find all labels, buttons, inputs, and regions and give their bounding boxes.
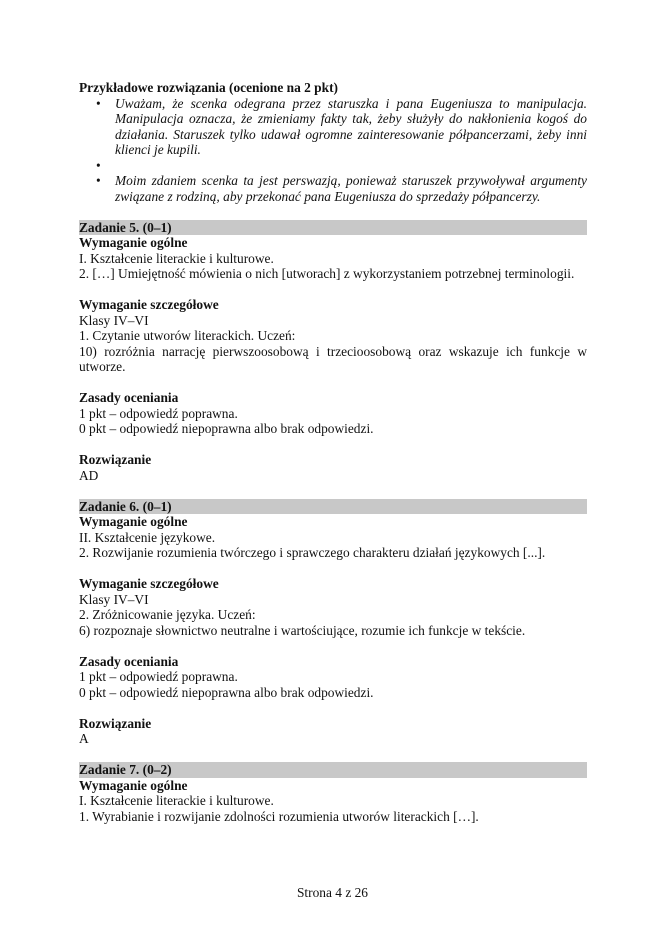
detailed-requirement-label: Wymaganie szczegółowe <box>79 576 219 591</box>
scoring-rule: 0 pkt – odpowiedź niepoprawna albo brak odpowiedzi. <box>79 684 374 700</box>
task-header: Zadanie 5. (0–1) <box>79 220 587 236</box>
general-requirement: 2. […] Umiejętność mówienia o nich [utworach] z wykorzystaniem potrzebnej terminologii. <box>79 266 575 281</box>
general-requirement-label: Wymaganie ogólne <box>79 514 188 529</box>
detailed-requirement: 2. Zróżnicowanie języka. Uczeń: <box>79 607 256 622</box>
solution-label: Rozwiązanie <box>79 452 152 467</box>
detailed-requirement: 1. Czytanie utworów literackich. Uczeń: <box>79 328 296 343</box>
general-requirement-label: Wymaganie ogólne <box>79 777 188 793</box>
scoring-rule: 1 pkt – odpowiedź poprawna. <box>79 669 238 684</box>
example-answer: • Uważam, że scenka odegrana przez staruszka i pana Eugeniusza to manipulacja. Manipulacja oznacza, że zmieniamy fakty tak, żeby służyły do nakłonienia kogoś do działania. Staruszek tylko udawał ogromne zainteresowanie półpancerzami, żeby inni klienci je kupili. <box>79 96 587 158</box>
document-page <box>79 80 587 824</box>
detailed-requirement: Klasy IV–VI <box>79 591 149 607</box>
detailed-requirement: Klasy IV–VI <box>79 312 149 328</box>
page-number: Strona 4 z 26 <box>296 885 369 900</box>
spacer <box>79 158 587 174</box>
detailed-requirement: 6) rozpoznaje słownictwo neutralne i wartościujące, rozumie ich funkcje w tekście. <box>79 622 526 638</box>
general-requirement: 1. Wyrabianie i rozwijanie zdolności rozumienia utworów literackich […]. <box>79 808 479 824</box>
scoring-rule: 0 pkt – odpowiedź niepoprawna albo brak odpowiedzi. <box>79 421 374 436</box>
examples-title: Przykładowe rozwiązania (ocenione na 2 pkt) <box>79 80 338 95</box>
examples-list <box>79 96 587 174</box>
general-requirement: I. Kształcenie literackie i kulturowe. <box>79 793 274 808</box>
scoring-label: Zasady oceniania <box>79 390 179 405</box>
solution: A <box>79 731 89 746</box>
examples-list-2 <box>79 173 587 204</box>
task-header: Zadanie 6. (0–1) <box>79 499 587 515</box>
task-header: Zadanie 7. (0–2) <box>79 762 587 778</box>
general-requirement-label: Wymaganie ogólne <box>79 235 188 250</box>
solution-label: Rozwiązanie <box>79 715 152 731</box>
scoring-label: Zasady oceniania <box>79 653 179 669</box>
general-requirement: 2. Rozwijanie rozumienia twórczego i sprawczego charakteru działań językowych [...]. <box>79 545 546 560</box>
scoring-rule: 1 pkt – odpowiedź poprawna. <box>79 405 238 421</box>
detailed-requirement-label: Wymaganie szczegółowe <box>79 297 219 312</box>
general-requirement: I. Kształcenie literackie i kulturowe. <box>79 250 274 266</box>
example-answer: • Moim zdaniem scenka ta jest perswazją, ponieważ staruszek przywoływał argumenty związane z rodziną, aby przekonać pana Eugeniusza do sprzedaży półpancerzy. <box>79 173 587 204</box>
solution: AD <box>79 467 99 483</box>
detailed-requirement: 10) rozróżnia narrację pierwszoosobową i trzecioosobową oraz wskazuje ich funkcje w utworze. <box>79 343 587 374</box>
general-requirement: II. Kształcenie językowe. <box>79 529 216 545</box>
